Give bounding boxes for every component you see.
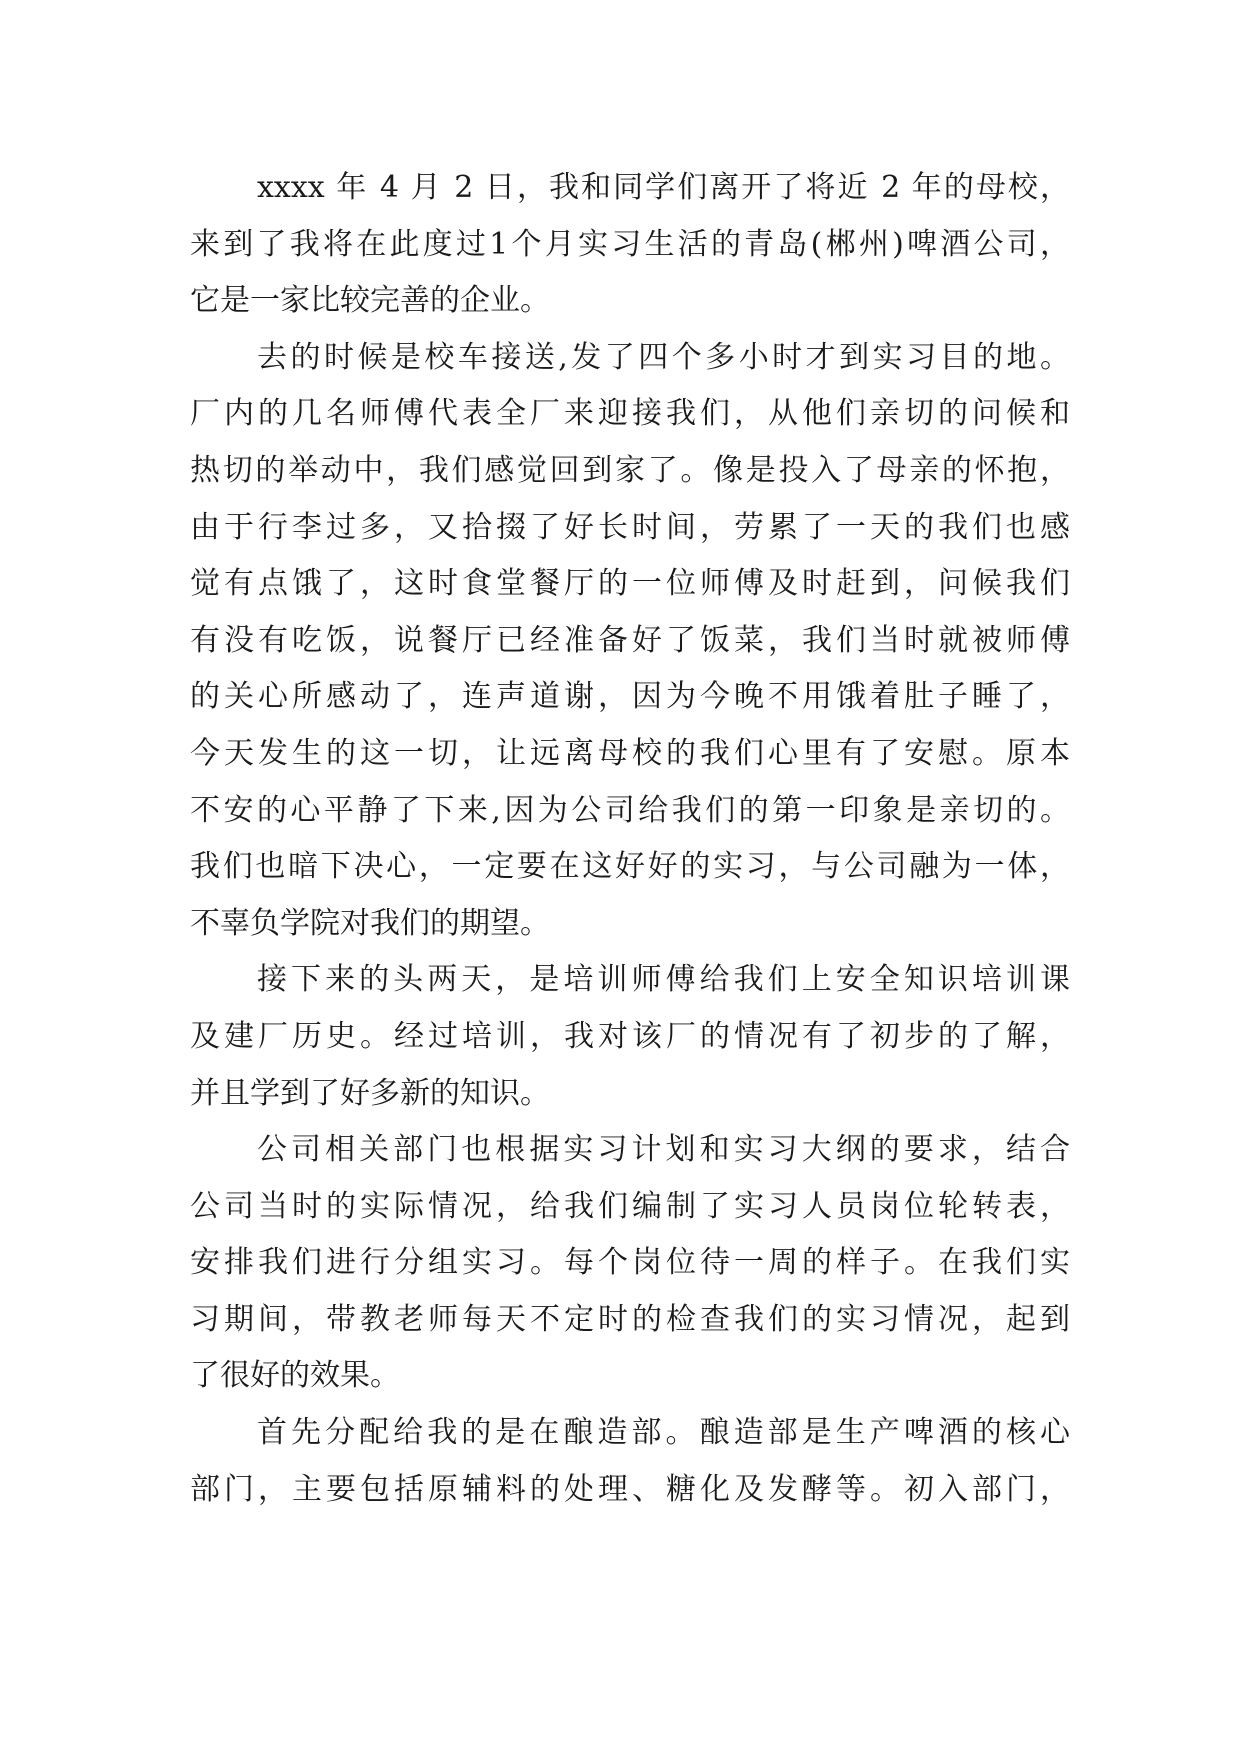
text-line: 习期间，带教老师每天不定时的检查我们的实习情况，起到 [190,1301,1070,1337]
text-line: 觉有点饿了，这时食堂餐厅的一位师傅及时赶到，问候我们 [190,566,1070,602]
text-line: 热切的举动中，我们感觉回到家了。像是投入了母亲的怀抱， [190,452,1070,488]
text-line: 不安的心平静了下来,因为公司给我们的第一印象是亲切的。 [190,792,1070,828]
text-line: 不辜负学院对我们的期望。 [190,905,550,941]
text-line: 公司相关部门也根据实习计划和实习大纲的要求，结合 [257,1132,1070,1168]
text-line: 由于行李过多，又拾掇了好长时间，劳累了一天的我们也感 [190,509,1070,545]
text-line: 厂内的几名师傅代表全厂来迎接我们，从他们亲切的问候和 [190,396,1070,432]
document-body [190,160,1070,1518]
text-line: 它是一家比较完善的企业。 [190,283,550,319]
text-line: 来到了我将在此度过1个月实习生活的青岛(郴州)啤酒公司， [190,226,1070,262]
text-line: 部门，主要包括原辅料的处理、糖化及发酵等。初入部门， [190,1471,1070,1507]
text-line: 首先分配给我的是在酿造部。酿造部是生产啤酒的核心 [257,1415,1070,1451]
text-line: 并且学到了好多新的知识。 [190,1075,550,1111]
text-line: 的关心所感动了，连声道谢，因为今晚不用饿着肚子睡了， [190,679,1070,715]
text-line: 去的时候是校车接送,发了四个多小时才到实习目的地。 [257,339,1070,375]
text-line: 公司当时的实际情况，给我们编制了实习人员岗位轮转表， [190,1188,1070,1224]
text-line: 及建厂历史。经过培训，我对该厂的情况有了初步的了解， [190,1018,1070,1054]
text-line: 今天发生的这一切，让远离母校的我们心里有了安慰。原本 [190,735,1070,771]
text-line: 安排我们进行分组实习。每个岗位待一周的样子。在我们实 [190,1245,1070,1281]
text-line: 我们也暗下决心，一定要在这好好的实习，与公司融为一体， [190,849,1070,885]
text-line: 了很好的效果。 [190,1358,400,1394]
text-line: 有没有吃饭，说餐厅已经准备好了饭菜，我们当时就被师傅 [190,622,1070,658]
text-line: 接下来的头两天，是培训师傅给我们上安全知识培训课 [257,962,1070,998]
text-line: xxxx 年 4 月 2 日，我和同学们离开了将近 2 年的母校， [257,170,1070,205]
